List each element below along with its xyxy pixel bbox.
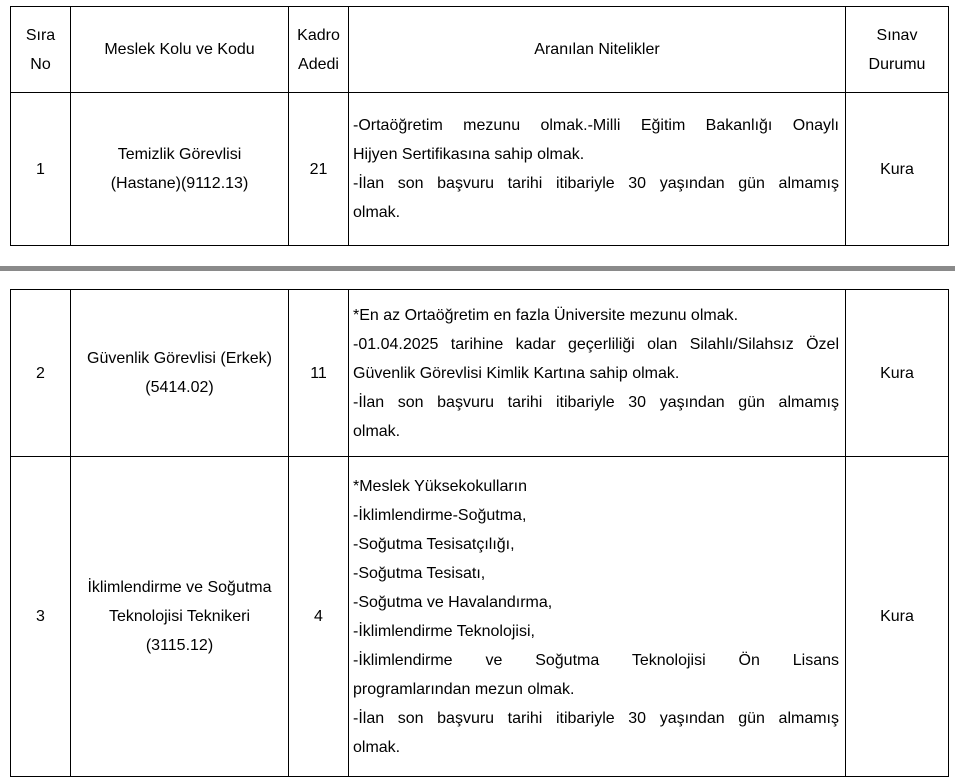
row-1-meslek-line1: Temizlik Görevlisi <box>117 146 242 163</box>
row-2-no: 2 <box>11 290 71 457</box>
row-2-kadro: 11 <box>289 290 349 457</box>
positions-table-bottom <box>10 289 949 777</box>
row-2-req-line: -İlan son başvuru tarihi itibariyle 30 yaşından gün almamış <box>353 393 839 411</box>
row-3-req-line: -İlan son başvuru tarihi itibariyle 30 yaşından gün almamış <box>353 709 839 727</box>
header-sinav <box>846 7 949 93</box>
header-sira-no-line2: No <box>30 55 51 73</box>
row-3-meslek-line2: Teknolojisi Teknikeri <box>108 608 251 625</box>
positions-table-top <box>10 6 949 246</box>
row-3-meslek-line3: (3115.12) <box>145 637 214 654</box>
row-3-meslek <box>71 457 289 777</box>
row-3-req-line: *Meslek Yüksekokulların <box>353 477 528 495</box>
row-2-meslek-line2: (5414.02) <box>145 379 214 396</box>
row-1-meslek <box>71 93 289 246</box>
header-row <box>11 7 949 93</box>
row-1-no: 1 <box>11 93 71 246</box>
row-1-req-line: Hijyen Sertifikasına sahip olmak. <box>353 146 585 163</box>
row-2-nitelikler <box>349 290 846 457</box>
row-1-req-line: olmak. <box>353 204 401 221</box>
header-nitelikler-label: Aranılan Nitelikler <box>534 41 660 58</box>
row-3-meslek-line1: İklimlendirme ve Soğutma <box>87 579 272 596</box>
row-1-sinav: Kura <box>846 93 949 246</box>
header-kadro-line1: Kadro <box>297 26 340 44</box>
row-3-req-line: olmak. <box>353 738 401 756</box>
row-1-kadro: 21 <box>289 93 349 246</box>
row-2-req-line: *En az Ortaöğretim en fazla Üniversite mezunu olmak. <box>353 306 739 324</box>
row-2-req-line: -01.04.2025 tarihine kadar geçerliliği olan Silahlı/Silahsız Özel <box>353 335 839 353</box>
header-kadro <box>289 7 349 93</box>
row-2-meslek-line1: Güvenlik Görevlisi (Erkek) <box>87 350 272 367</box>
row-2-req-line: olmak. <box>353 422 401 440</box>
row-3-req-line: -Soğutma ve Havalandırma, <box>353 593 553 611</box>
header-sira-no-line1: Sıra <box>25 26 56 44</box>
row-3-kadro: 4 <box>289 457 349 777</box>
row-1-req-line: -İlan son başvuru tarihi itibariyle 30 yaşından gün almamış <box>353 175 839 192</box>
row-1-meslek-line2: (Hastane)(9112.13) <box>110 175 249 192</box>
row-3-no: 3 <box>11 457 71 777</box>
header-sinav-line2: Durumu <box>868 55 926 73</box>
row-1-req-line: -Ortaöğretim mezunu olmak.-Milli Eğitim Bakanlığı Onaylı <box>353 117 839 134</box>
row-3-req-line: -İklimlendirme Teknolojisi, <box>353 622 535 640</box>
header-meslek-label: Meslek Kolu ve Kodu <box>104 41 255 58</box>
row-3-req-line: -İklimlendirme-Soğutma, <box>353 506 527 524</box>
header-kadro-line2: Adedi <box>298 55 339 73</box>
row-1-nitelikler <box>349 93 846 246</box>
header-meslek <box>71 7 289 93</box>
header-sinav-line1: Sınav <box>876 26 918 44</box>
row-3-sinav: Kura <box>846 457 949 777</box>
table-row <box>11 290 949 457</box>
page-separator <box>0 266 955 271</box>
row-3-req-line: programlarından mezun olmak. <box>353 680 575 698</box>
row-3-nitelikler <box>349 457 846 777</box>
row-2-req-line: Güvenlik Görevlisi Kimlik Kartına sahip olmak. <box>353 364 680 382</box>
table-row <box>11 93 949 246</box>
header-sira-no <box>11 7 71 93</box>
row-3-req-line: -İklimlendirme ve Soğutma Teknolojisi Ön Lisans <box>353 651 839 669</box>
row-2-sinav: Kura <box>846 290 949 457</box>
row-2-meslek <box>71 290 289 457</box>
row-3-req-line: -Soğutma Tesisatçılığı, <box>353 535 515 553</box>
row-3-req-line: -Soğutma Tesisatı, <box>353 564 486 582</box>
table-row <box>11 457 949 777</box>
header-nitelikler <box>349 7 846 93</box>
